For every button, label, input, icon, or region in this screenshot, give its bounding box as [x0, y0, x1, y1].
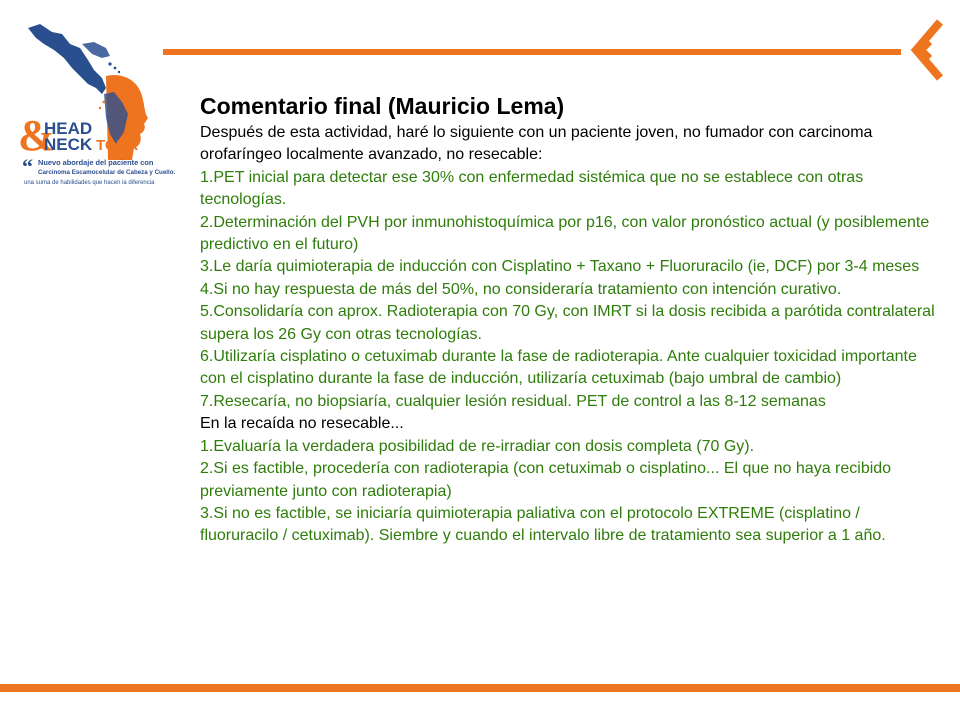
relapse-list-item: 3.Si no es factible, se iniciaría quimioterapia paliativa con el protocolo EXTREME (cisplatino / fluoruracilo / cetuximab). Siembre y cuando el intervalo libre de tratamiento sea superior a 1 año.: [200, 504, 886, 545]
slide-content: [200, 92, 940, 548]
logo-tagline-1: Nuevo abordaje del paciente con: [38, 158, 154, 167]
logo-neck-text: NECK: [44, 135, 93, 154]
list-item: 7.Resecaría, no biopsiaría, cualquier lesión residual. PET de control a las 8-12 semanas: [200, 392, 826, 410]
logo-quote-mark: “: [22, 154, 33, 179]
logo-tagline-3: una suma de habilidades que hacen la diferencia: [24, 180, 155, 186]
head-neck-tour-logo: [18, 14, 190, 200]
relapse-list-item: 2.Si es factible, procedería con radioterapia (con cetuximab o cisplatino... El que no haya recibido previamente junto con radioterapia): [200, 460, 892, 500]
list-item: 2.Determinación del PVH por inmunohistoquímica por p16, con valor pronóstico actual (y posiblemente predictivo en el futuro): [200, 213, 930, 254]
relapse-heading: En la recaída no resecable...: [200, 415, 404, 433]
list-item: 6.Utilizaría cisplatino o cetuximab durante la fase de radioterapia. Ante cualquier toxicidad importante con el cisplatino durante la fase de inducción, utilizaría cetuximab (bajo umbral de cambio): [200, 348, 917, 388]
logo-tour-text: TOUR: [96, 137, 139, 154]
top-accent-bar: [163, 49, 901, 55]
slide-title: Comentario final (Mauricio Lema): [200, 93, 565, 119]
logo-ampersand: &: [18, 111, 55, 160]
intro-text: Después de esta actividad, haré lo siguiente con un paciente joven, no fumador con carcinoma orofaríngeo localmente avanzado, no resecable:: [200, 124, 873, 164]
logo-head-text: HEAD: [44, 119, 93, 138]
double-chevron-icon: [890, 12, 950, 84]
list-item: 1.PET inicial para detectar ese 30% con enfermedad sistémica que no se establece con otras tecnologías.: [200, 168, 864, 209]
relapse-list-item: 1.Evaluaría la verdadera posibilidad de re-irradiar con dosis completa (70 Gy).: [200, 437, 755, 455]
logo-tagline-2: Carcinoma Escamocelular de Cabeza y Cuello.: [38, 169, 176, 176]
bottom-accent-bar: [0, 684, 960, 692]
list-item: 3.Le daría quimioterapia de inducción con Cisplatino + Taxano + Fluoruracilo (ie, DCF) por 3-4 meses: [200, 258, 920, 276]
list-item: 4.Si no hay respuesta de más del 50%, no consideraría tratamiento con intención curativo.: [200, 280, 842, 298]
list-item: 5.Consolidaría con aprox. Radioterapia con 70 Gy, con IMRT si la dosis recibida a parótida contralateral supera los 26 Gy con otras tecnologías.: [200, 303, 935, 343]
